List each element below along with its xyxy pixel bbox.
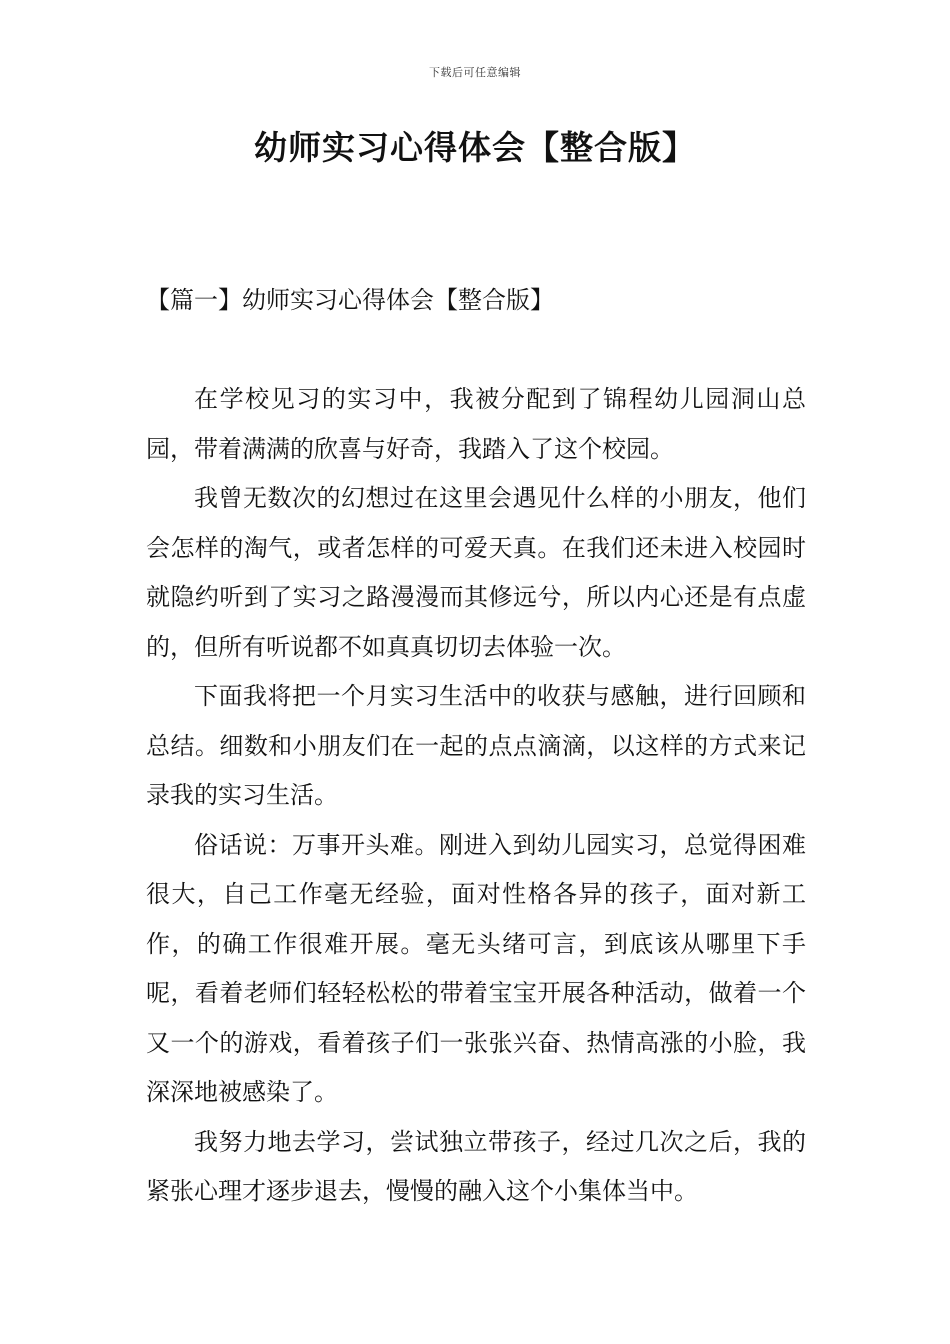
paragraph: 在学校见习的实习中，我被分配到了锦程幼儿园洞山总园，带着满满的欣喜与好奇，我踏入了这个校园。 xyxy=(146,385,806,463)
paragraph: 我努力地去学习，尝试独立带孩子，经过几次之后，我的紧张心理才逐步退去，慢慢的融入这个小集体当中。 xyxy=(146,1127,806,1205)
paragraph: 我曾无数次的幻想过在这里会遇见什么样的小朋友，他们会怎样的淘气，或者怎样的可爱天真。在我们还未进入校园时就隐约听到了实习之路漫漫而其修远兮，所以内心还是有点虚的，但所有听说都不如真真切切去体验一次。 xyxy=(146,484,806,661)
body-text xyxy=(146,375,806,1217)
paragraph: 下面我将把一个月实习生活中的收获与感触，进行回顾和总结。细数和小朋友们在一起的点点滴滴，以这样的方式来记录我的实习生活。 xyxy=(146,682,806,809)
page-title: 幼师实习心得体会【整合版】 xyxy=(254,128,696,167)
section-heading: 【篇一】幼师实习心得体会【整合版】 xyxy=(146,286,554,314)
paragraph: 俗话说：万事开头难。刚进入到幼儿园实习，总觉得困难很大，自己工作毫无经验，面对性格各异的孩子，面对新工作，的确工作很难开展。毫无头绪可言，到底该从哪里下手呢，看着老师们轻轻松松的带着宝宝开展各种活动，做着一个又一个的游戏，看着孩子们一张张兴奋、热情高涨的小脸，我深深地被感染了。 xyxy=(146,830,806,1106)
header-note: 下载后可任意编辑 xyxy=(429,66,521,79)
